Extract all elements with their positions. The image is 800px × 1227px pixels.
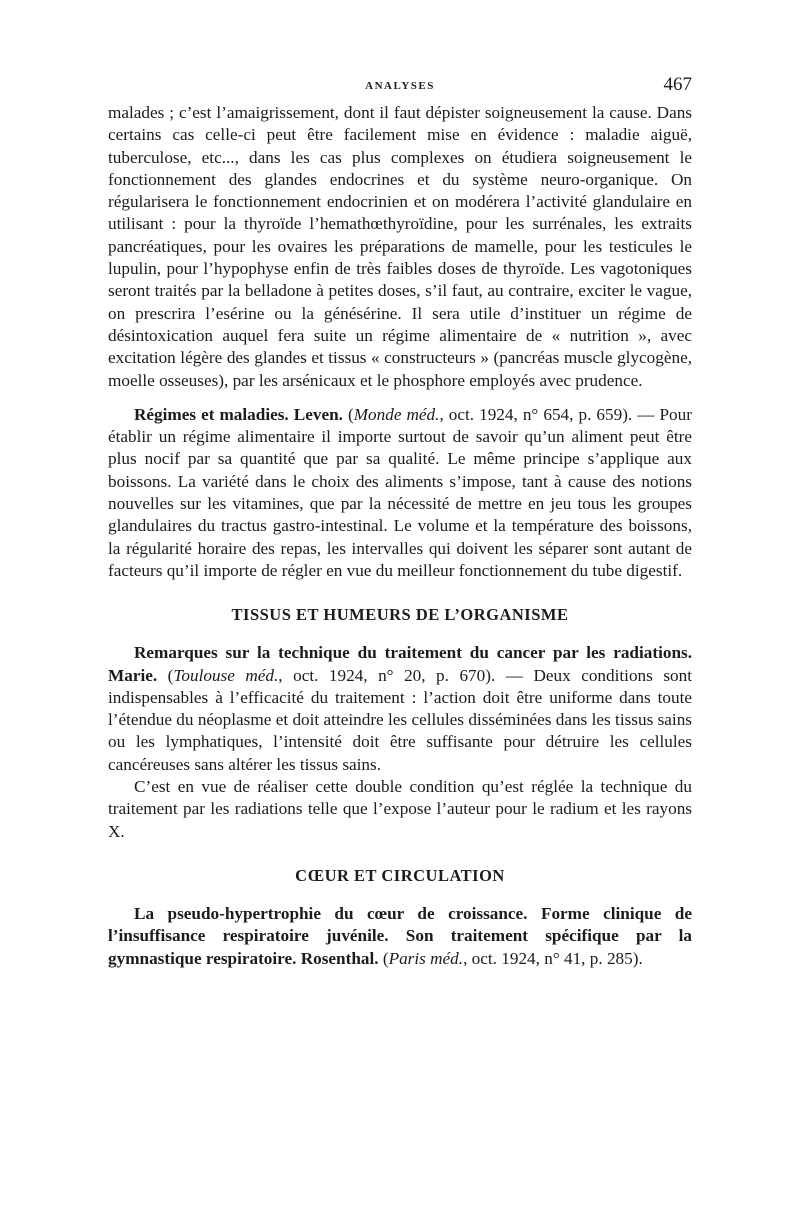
article-title: Régimes et maladies. (134, 404, 289, 424)
article-cancer-continued: C’est en vue de réaliser cette double condition qu’est réglée la technique du traitement par les radiations telle que l’expose l’auteur pour le radium et les rayons X. (108, 777, 692, 841)
journal-name: Paris méd. (388, 948, 464, 968)
journal-name: Toulouse méd. (173, 665, 279, 685)
running-title: ANALYSES (365, 80, 435, 92)
document-page (108, 72, 692, 970)
article-body: — Deux conditions sont indispensables à l’efficacité du traitement : l’action doit être uniforme dans toute l’étendue du néoplasme et doit atteindre les cellules disséminées dans les tissus sains ou les lymphatiques, l’intensité doit être suffisante pour détruire les cellules cancéreuses sans altérer les tissus sains. (108, 665, 692, 774)
article-title: La pseudo-hypertrophie du cœur de croissance. Forme clinique de l’insuffisance respiratoire juvénile. Son traitement spécifique par la gymnastique respiratoire. (108, 903, 692, 968)
article-coeur (108, 903, 692, 970)
page-number: 467 (663, 74, 692, 95)
intro-paragraph: malades ; c’est l’amaigrissement, dont il faut dépister soigneusement la cause. Dans certains cas celle-ci peut être facilement mise en évidence : maladie aiguë, tuberculose, etc..., dans les cas plus complexes on étudiera soigneusement le fonctionnement des glandes endocrines et du système neuro-organique. On régularisera le fonctionnement endocrinien et on modérera l’activité glandulaire en utilisant : pour la thyroïde l’hemathœthyroïdine, pour les surrénales, les extraits pancréatiques, pour les ovaires les préparations de mamelle, pour les testicules le lupulin, pour l’hypophyse enfin de très faibles doses de thyroïde. Les vagotoniques seront traités par la belladone à petites doses, s’il faut, au contraire, exciter le vague, on prescrira l’esérine ou la génésérine. Il sera utile d’instituer un régime de désintoxication auquel fera suite un régime alimentaire de « nutrition », avec excitation légère des glandes et tissus « constructeurs » (pancréas muscle glycogène, moelle osseuses), par les arsénicaux et le phosphore employés avec prudence. (108, 103, 692, 390)
citation-details: , oct. 1924, n° 654, p. 659). (439, 404, 633, 424)
article-title: Remarques sur la technique du traitement du cancer par les radiations. (134, 643, 692, 663)
citation-details: , oct. 1924, n° 41, p. 285). (463, 948, 643, 968)
citation-open: ( (347, 404, 354, 424)
article-body: — Pour établir un régime alimentaire il importe surtout de savoir qu’un aliment peut être plus nocif par sa quantité que par sa qualité. Le même principe s’applique aux boissons. La variété dans le choix des aliments s’impose, tant à cause des notions nouvelles sur les vitamines, que par la nécessité de mettre en jeu tous les groupes glandulaires du tractus gastro-intestinal. Le volume et la température des boissons, la régularité horaire des repas, les intervalles qui doivent les séparer sont autant de facteurs qu’il importe de régler en vue du meilleur fonctionnement du tube digestif. (108, 404, 692, 580)
article-author: Leven. (293, 404, 343, 424)
article-author: Rosenthal. (300, 948, 379, 968)
article-regimes (108, 404, 692, 582)
section-heading-tissus: TISSUS ET HUMEURS DE L’ORGANISME (231, 605, 569, 625)
section-heading-coeur: CŒUR ET CIRCULATION (295, 865, 505, 885)
citation-details: , oct. 1924, n° 20, p. 670). (278, 665, 496, 685)
running-header (108, 72, 692, 102)
article-cancer (108, 642, 692, 776)
journal-name: Monde méd. (353, 404, 440, 424)
citation-open: ( (167, 665, 174, 685)
citation-open: ( (382, 948, 389, 968)
article-author: Marie. (108, 665, 158, 685)
